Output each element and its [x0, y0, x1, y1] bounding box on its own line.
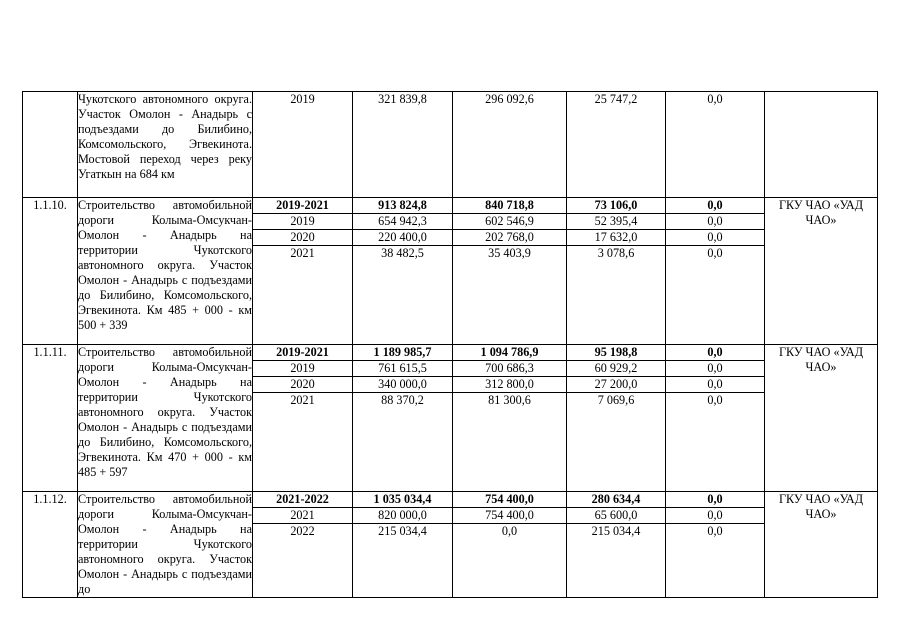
federal-cell: 81 300,6: [488, 393, 531, 407]
year-cell: 2021: [253, 508, 352, 524]
other-cell: 0,0: [707, 524, 723, 538]
total-cell: 215 034,4: [378, 524, 427, 538]
year-cell: 2020: [253, 230, 352, 246]
regional-cell: 7 069,6: [597, 393, 635, 407]
total-cell: 88 370,2: [381, 393, 424, 407]
regional-cell: 60 929,2: [567, 361, 665, 377]
regional-cell: 95 198,8: [567, 345, 665, 361]
year-cell: 2019-2021: [253, 198, 352, 214]
item-name: Строительство автомобильной дороги Колыма-Омсукчан-Омолон - Анадырь на территории Чукотского автономного округа. Участок Омолон - Анадырь с подъездами до: [78, 492, 252, 596]
federal-cell: 202 768,0: [453, 230, 566, 246]
total-cell-column: [353, 492, 453, 598]
regional-cell: 25 747,2: [594, 92, 638, 106]
executor: [765, 92, 878, 198]
item-number: 1.1.12.: [23, 492, 78, 598]
table-row: [23, 92, 878, 198]
year-cell-column: [253, 345, 353, 492]
other-cell-column: [666, 92, 765, 198]
program-table-body: [23, 92, 878, 598]
federal-cell-column: [453, 92, 567, 198]
total-cell: 761 615,5: [353, 361, 452, 377]
year-cell-column: [253, 92, 353, 198]
federal-cell: 700 686,3: [453, 361, 566, 377]
program-table: [22, 91, 878, 598]
other-cell: 0,0: [666, 198, 764, 214]
other-cell: 0,0: [707, 246, 723, 260]
year-cell: 2019: [290, 92, 315, 106]
federal-cell: 0,0: [501, 524, 518, 538]
federal-cell-column: [453, 198, 567, 345]
other-cell-column: [666, 492, 765, 598]
other-cell: 0,0: [666, 345, 764, 361]
federal-cell-column: [453, 492, 567, 598]
total-cell: 220 400,0: [353, 230, 452, 246]
total-cell: 1 189 985,7: [353, 345, 452, 361]
total-cell: 654 942,3: [353, 214, 452, 230]
federal-cell: 754 400,0: [453, 508, 566, 524]
other-cell: 0,0: [666, 508, 764, 524]
executor: ГКУ ЧАО «УАД ЧАО»: [765, 492, 878, 598]
item-number: [23, 92, 78, 198]
other-cell: 0,0: [666, 377, 764, 393]
other-cell-column: [666, 345, 765, 492]
total-cell: 820 000,0: [353, 508, 452, 524]
total-cell-column: [353, 345, 453, 492]
total-cell: 340 000,0: [353, 377, 452, 393]
regional-cell-column: [567, 345, 666, 492]
year-cell: 2021-2022: [253, 492, 352, 508]
table-row: [23, 345, 878, 492]
other-cell: 0,0: [666, 361, 764, 377]
executor: ГКУ ЧАО «УАД ЧАО»: [765, 198, 878, 345]
federal-cell: 1 094 786,9: [453, 345, 566, 361]
federal-cell: 312 800,0: [453, 377, 566, 393]
item-number: 1.1.11.: [23, 345, 78, 492]
executor: ГКУ ЧАО «УАД ЧАО»: [765, 345, 878, 492]
total-cell-column: [353, 92, 453, 198]
other-cell-column: [666, 198, 765, 345]
table-row: [23, 198, 878, 345]
regional-cell: 73 106,0: [567, 198, 665, 214]
regional-cell: 17 632,0: [567, 230, 665, 246]
other-cell: 0,0: [707, 393, 723, 407]
regional-cell: 52 395,4: [567, 214, 665, 230]
year-cell: 2019: [253, 214, 352, 230]
regional-cell-column: [567, 92, 666, 198]
year-cell-column: [253, 198, 353, 345]
other-cell: 0,0: [666, 214, 764, 230]
federal-cell: 840 718,8: [453, 198, 566, 214]
other-cell: 0,0: [666, 230, 764, 246]
total-cell: 321 839,8: [378, 92, 427, 106]
regional-cell: 215 034,4: [591, 524, 641, 538]
total-cell: 913 824,8: [353, 198, 452, 214]
item-name: Строительство автомобильной дороги Колыма-Омсукчан-Омолон - Анадырь на территории Чукотского автономного округа. Участок Омолон - Анадырь с подъездами до Билибино, Комсомольского, Эгвекинота. Км 485 + 000 - км 500 + 339: [78, 198, 253, 345]
year-cell: 2021: [290, 393, 315, 407]
federal-cell: 296 092,6: [485, 92, 534, 106]
item-name: Чукотского автономного округа. Участок Омолон - Анадырь с подъездами до Билибино, Комсомольского, Эгвекинота. Мостовой переход через реку Угаткын на 684 км: [78, 92, 253, 198]
total-cell: 38 482,5: [381, 246, 424, 260]
item-name: Строительство автомобильной дороги Колыма-Омсукчан-Омолон - Анадырь на территории Чукотского автономного округа. Участок Омолон - Анадырь с подъездами до Билибино, Комсомольского, Эгвекинота. Км 470 + 000 - км 485 + 597: [78, 345, 253, 492]
other-cell: 0,0: [666, 492, 764, 508]
regional-cell: 3 078,6: [597, 246, 635, 260]
year-cell: 2021: [290, 246, 315, 260]
total-cell: 1 035 034,4: [353, 492, 452, 508]
regional-cell-column: [567, 492, 666, 598]
year-cell: 2020: [253, 377, 352, 393]
year-cell: 2022: [290, 524, 315, 538]
federal-cell-column: [453, 345, 567, 492]
total-cell-column: [353, 198, 453, 345]
item-number: 1.1.10.: [23, 198, 78, 345]
regional-cell: 65 600,0: [567, 508, 665, 524]
regional-cell: 280 634,4: [567, 492, 665, 508]
regional-cell-column: [567, 198, 666, 345]
regional-cell: 27 200,0: [567, 377, 665, 393]
federal-cell: 35 403,9: [488, 246, 531, 260]
year-cell: 2019-2021: [253, 345, 352, 361]
federal-cell: 754 400,0: [453, 492, 566, 508]
other-cell: 0,0: [707, 92, 723, 106]
table-row: [23, 492, 878, 598]
year-cell-column: [253, 492, 353, 598]
federal-cell: 602 546,9: [453, 214, 566, 230]
year-cell: 2019: [253, 361, 352, 377]
